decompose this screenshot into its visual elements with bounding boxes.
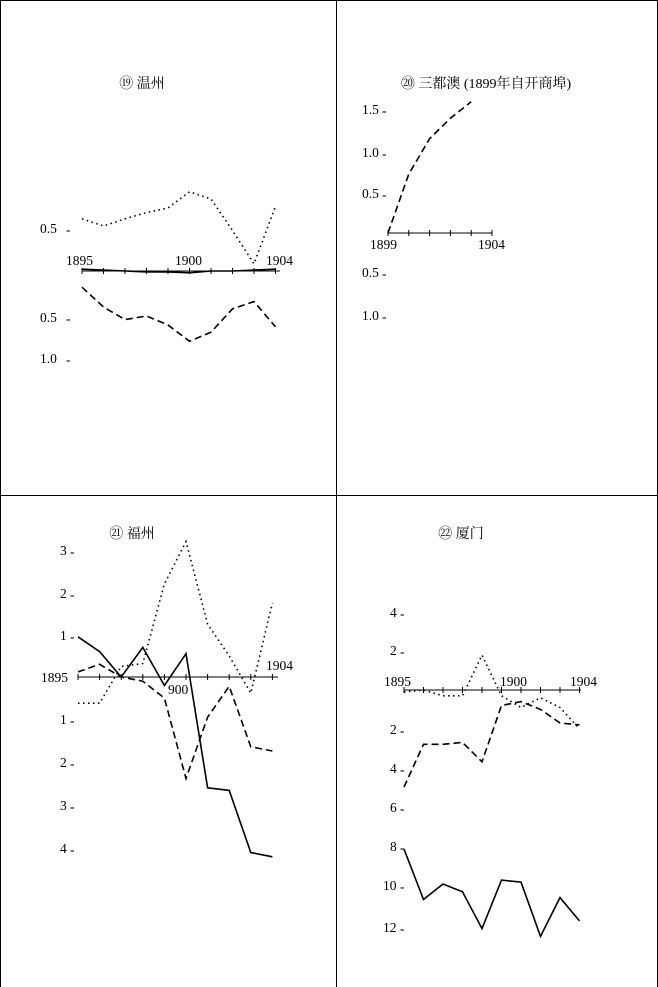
- y-tick-below-2: 6: [390, 800, 397, 815]
- panel-title-sanduao: ⑳ 三都澳 (1899年自开商埠): [400, 77, 572, 92]
- y-tick-dash: -: [66, 311, 71, 326]
- y-tick-dash: -: [400, 840, 405, 855]
- series-group: [78, 542, 272, 857]
- x-tick-label-1895: 1895: [66, 253, 93, 268]
- y-tick-below-1: 1.0: [362, 308, 379, 323]
- y-tick-dash: -: [382, 103, 387, 118]
- x-tick-label-1904: 1904: [570, 674, 597, 689]
- y-tick-above-1: 1.0: [362, 145, 379, 160]
- panel-wenzhou: [40, 76, 293, 367]
- y-tick-above-1: 2: [60, 586, 67, 601]
- y-tick-dash: -: [382, 266, 387, 281]
- y-tick-dash: -: [400, 606, 405, 621]
- x-tick-label-1895: 1895: [384, 674, 411, 689]
- series-line-dotted: [78, 542, 272, 704]
- panel-fuzhou: [41, 526, 293, 857]
- series-line-solid: [78, 637, 272, 857]
- y-tick-dash: -: [400, 644, 405, 659]
- y-tick-dash: -: [70, 756, 75, 771]
- y-tick-above-0: 0.5: [362, 186, 379, 201]
- y-tick-above-0: 2: [390, 643, 397, 658]
- y-tick-dash: -: [70, 629, 75, 644]
- y-tick-above-1: 4: [390, 605, 397, 620]
- series-group: [404, 655, 580, 936]
- panel-title-fuzhou: ㉑ 福州: [109, 527, 155, 542]
- y-tick-dash: -: [66, 352, 71, 367]
- y-tick-below-0: 2: [390, 722, 397, 737]
- x-tick-label-1904: 1904: [478, 237, 505, 252]
- panel-title-wenzhou: ⑲ 温州: [119, 77, 165, 92]
- y-tick-dash: -: [70, 713, 75, 728]
- x-tick-label-1904: 1904: [266, 253, 293, 268]
- y-tick-dash: -: [70, 587, 75, 602]
- panel-sanduao: [362, 75, 571, 324]
- y-tick-below-3: 8: [390, 839, 397, 854]
- series-line-dashed: [82, 287, 276, 341]
- y-tick-dash: -: [382, 187, 387, 202]
- y-tick-dash: -: [70, 842, 75, 857]
- y-tick-below-1: 4: [390, 761, 397, 776]
- y-tick-below-1: 1.0: [40, 351, 57, 366]
- y-tick-below-2: 3: [60, 798, 67, 813]
- y-tick-dash: -: [382, 146, 387, 161]
- y-tick-below-3: 4: [60, 841, 67, 856]
- y-tick-below-5: 12: [383, 920, 397, 935]
- y-tick-below-0: 0.5: [362, 265, 379, 280]
- y-tick-dash: -: [400, 801, 405, 816]
- y-tick-below-1: 2: [60, 755, 67, 770]
- x-tick-label-1899: 1899: [370, 237, 397, 252]
- y-tick-above-2: 1.5: [362, 102, 379, 117]
- y-tick-below-0: 1: [60, 712, 67, 727]
- series-group: [388, 102, 471, 233]
- x-tick-label-1895: 1895: [41, 670, 68, 685]
- x-tick-label-1900: 1900: [500, 674, 527, 689]
- y-tick-above-0: 0.5: [40, 221, 57, 236]
- series-line-dotted: [404, 655, 580, 729]
- y-tick-above-0: 1: [60, 628, 67, 643]
- y-tick-dash: -: [400, 879, 405, 894]
- y-tick-dash: -: [400, 921, 405, 936]
- x-tick-label-1900: 900: [168, 682, 189, 697]
- y-tick-dash: -: [400, 762, 405, 777]
- series-line-dashed: [388, 102, 471, 233]
- y-tick-dash: -: [66, 222, 71, 237]
- x-tick-label-1900: 1900: [175, 253, 202, 268]
- y-tick-below-0: 0.5: [40, 310, 57, 325]
- y-tick-dash: -: [70, 544, 75, 559]
- series-line-solid: [404, 849, 580, 936]
- panel-xiamen: [383, 526, 597, 936]
- y-tick-dash: -: [382, 309, 387, 324]
- y-tick-dash: -: [400, 723, 405, 738]
- y-tick-dash: -: [70, 799, 75, 814]
- y-tick-above-2: 3: [60, 543, 67, 558]
- x-tick-label-1904: 1904: [266, 658, 293, 673]
- panel-title-xiamen: ㉒ 厦门: [438, 527, 484, 542]
- y-tick-below-4: 10: [383, 878, 397, 893]
- series-line-dashed: [404, 702, 580, 787]
